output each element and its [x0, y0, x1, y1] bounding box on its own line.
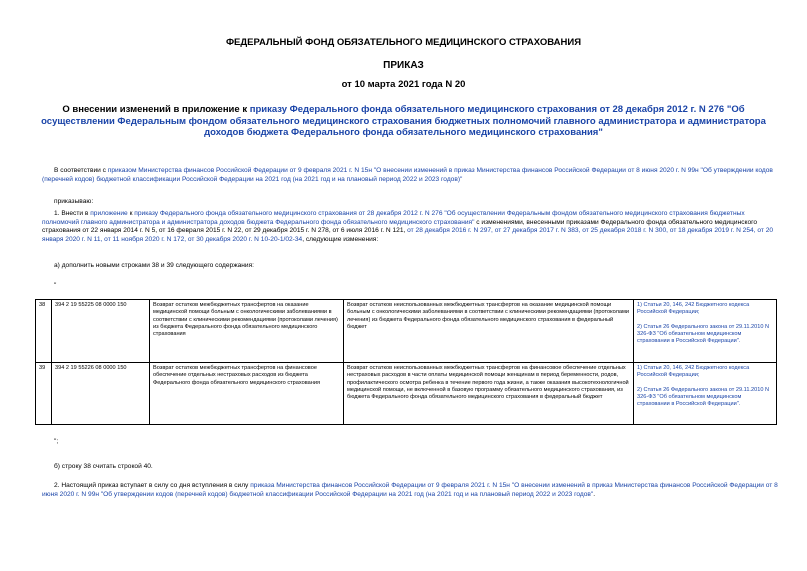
amending-orders-link[interactable]: от 28 декабря 2016 г. N 297, от 27 декабря 2017 г. N 383, от 25 декабря 2018 г. N 300, от 18 декабря 2019 г. N 254, от 20 января 2020 г. N 11, от 11 ноября 2020 г. N 172, от 30 декабря 2020 г. N 10-20-1/02-34 [42, 227, 774, 243]
title-order-link[interactable]: приказу Федерального фонда обязательного медицинского страхования от 28 декабря 2012 г. N 276 "Об осуществлении Федеральным фондом обязательного медицинского страхования бюджетных полномочий главного администратора и администратора доходов бюджета Федерального фонда обязательного медицинского страхования" [41, 104, 766, 138]
item-2-suffix: . [593, 490, 596, 498]
budget-code: 394 2 19 55225 08 0000 150 [52, 300, 150, 363]
basis-paragraph [42, 167, 782, 184]
minfin-order-link[interactable]: приказа Министерства финансов Российской Федерации от 9 февраля 2021 г. N 15н "О внесении изменений в приказ Министерства финансов Российской Федерации от 8 июня 2020 г. N 99н "Об утверждении кодов (перечней кодов) бюджетной классификации Российской Федерации на 2021 год (на 2021 год и на плановый период 2022 и 2023 годов" [42, 482, 778, 498]
budget-code-link[interactable]: 1) Статьи 20, 146, 242 Бюджетного кодекса Российской Федерации; [637, 302, 750, 316]
revenue-name: Возврат остатков межбюджетных трансфертов на финансовое обеспечение отдельных нестраховых расходов из бюджета Федерального фонда обязательного медицинского страхования [150, 363, 344, 425]
order-word: приказываю: [54, 198, 94, 205]
document-title [30, 104, 777, 139]
revenue-name: Возврат остатков межбюджетных трансфертов на оказание медицинской помощи больным с онкологическими заболеваниями в соответствии с клиническими рекомендациями (протоколами лечения) из бюджета Федерального фонда обязательного медицинского страхования [150, 300, 344, 363]
quote-close: "; [54, 438, 59, 445]
basis-prefix: В соответствии с [54, 167, 108, 174]
appendix-link[interactable]: приложение [90, 210, 128, 217]
item-1-text-1: к [127, 210, 135, 217]
budget-code-link[interactable]: 1) Статьи 20, 146, 242 Бюджетного кодекса Российской Федерации; [637, 365, 750, 379]
organization-header: ФЕДЕРАЛЬНЫЙ ФОНД ОБЯЗАТЕЛЬНОГО МЕДИЦИНСКОГО СТРАХОВАНИЯ [225, 37, 582, 48]
federal-law-link[interactable]: 2) Статья 26 Федерального закона от 29.11.2010 N 326-ФЗ "Об обязательном медицинском страховании в Российской Федерации". [637, 323, 770, 345]
row-number: 38 [36, 300, 52, 363]
order-276-link[interactable]: приказу Федерального фонда обязательного медицинского страхования от 28 декабря 2012 г. N 276 "Об осуществлении Федеральным фондом обязательного медицинского страхования бюджетных полномочий главного администратора и администратора доходов бюджета Федерального фонда обязательного медицинского страхования" [42, 210, 745, 226]
subitem-a: а) дополнить новыми строками 38 и 39 следующего содержания: [54, 262, 255, 269]
legal-basis [634, 363, 777, 425]
legal-basis [634, 300, 777, 363]
table-row [36, 363, 777, 425]
document-date-number: от 10 марта 2021 года N 20 [341, 79, 466, 90]
row-number: 39 [36, 363, 52, 425]
revenue-description: Возврат остатков неиспользованных межбюджетных трансфертов на финансовое обеспечение отдельных нестраховых расходов в части оплаты медицинской помощи женщинам в период беременности, родов, профилактического осмотра ребенка в течение первого года жизни, а также оказания высокотехнологичной медицинской помощи, не включенной в базовую программу обязательного медицинского страхования, из бюджета Федерального фонда обязательного медицинского страхования в федеральный бюджет [344, 363, 634, 425]
quote-open: " [54, 282, 57, 289]
item-1-paragraph [42, 210, 782, 244]
item-1-prefix: 1. Внести в [54, 210, 91, 217]
document-type: ПРИКАЗ [383, 60, 424, 71]
item-1-text-3: , следующие изменения: [302, 235, 379, 243]
item-2-paragraph [42, 482, 782, 499]
item-2-prefix: 2. Настоящий приказ вступает в силу со дня вступления в силу [54, 482, 251, 489]
table-row [36, 300, 777, 363]
title-prefix: О внесении изменений в приложение к [62, 104, 250, 115]
codes-table [35, 299, 777, 425]
subitem-b: б) строку 38 считать строкой 40. [54, 463, 153, 470]
budget-code: 394 2 19 55226 08 0000 150 [52, 363, 150, 425]
revenue-description: Возврат остатков неиспользованных межбюджетных трансфертов на оказание медицинской помощи больным с онкологическими заболеваниями в соответствии с клиническими рекомендациями (протоколами лечения) из бюджета Федерального фонда обязательного медицинского страхования в федеральный бюджет [344, 300, 634, 363]
item-1-text-2: с изменениями, внесенными приказами Федерального фонда обязательного медицинского страхования от 22 января 2014 г. N 5, от 16 февраля 2015 г. N 22, от 29 декабря 2015 г. N 278, от 6 июля 2016 г. N 121, [42, 218, 758, 235]
basis-order-link[interactable]: приказом Министерства финансов Российской Федерации от 9 февраля 2021 г. N 15н "О внесении изменений в приказ Министерства финансов Российской Федерации от 8 июня 2020 г. N 99н "Об утверждении кодов (перечней кодов) бюджетной классификации Российской Федерации на 2021 год (на 2021 год и на плановый период 2022 и 2023 годов)" [42, 167, 773, 183]
federal-law-link[interactable]: 2) Статья 26 Федерального закона от 29.11.2010 N 326-ФЗ "Об обязательном медицинском страховании в Российской Федерации". [637, 386, 770, 408]
